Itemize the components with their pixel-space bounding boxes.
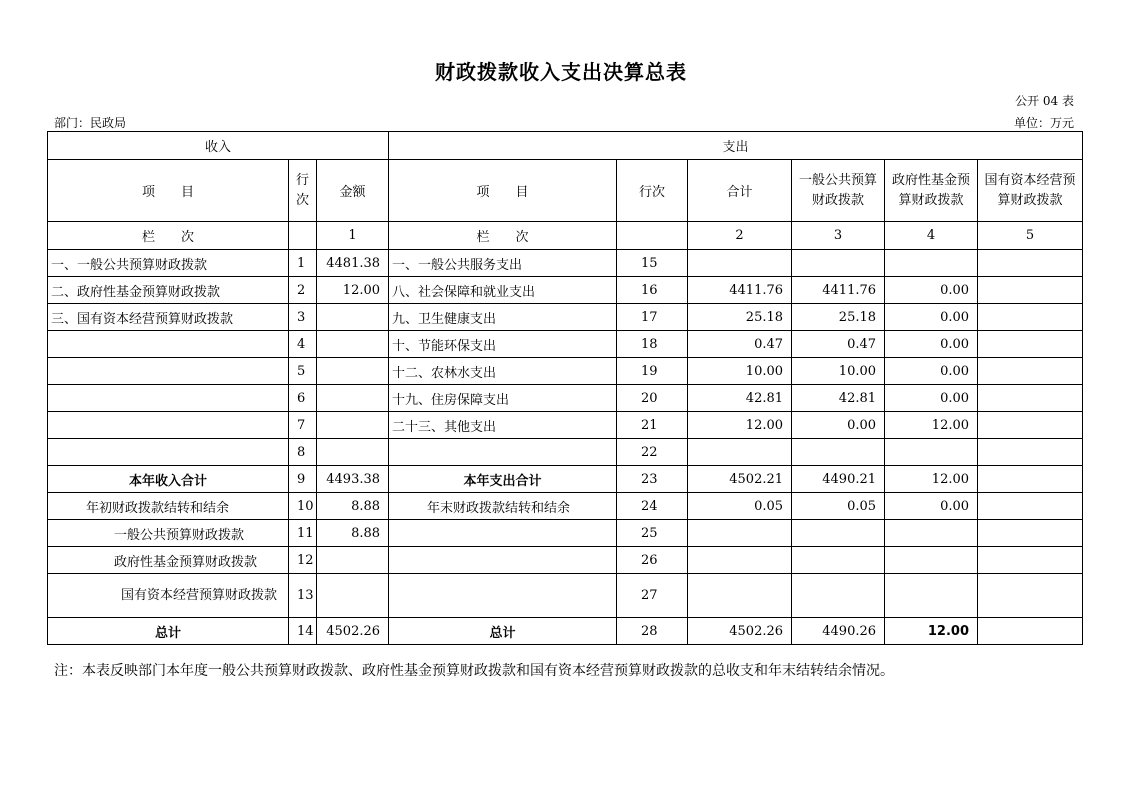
state-capital-cell — [978, 493, 1083, 520]
income-item-cell: 一般公共预算财政拨款 — [48, 520, 289, 547]
income-item-cell: 本年收入合计 — [48, 466, 289, 493]
general-budget-cell: 4411.76 — [792, 277, 885, 304]
general-budget-cell: 4490.21 — [792, 466, 885, 493]
fund-budget-cell: 0.00 — [885, 277, 978, 304]
income-row-no-cell: 11 — [289, 520, 317, 547]
income-amount-cell — [317, 574, 389, 618]
income-amount-cell — [317, 439, 389, 466]
expense-total-cell — [688, 520, 792, 547]
fund-budget-cell — [885, 520, 978, 547]
column-index-5: 5 — [978, 222, 1083, 250]
expense-item-header: 项 目 — [389, 160, 617, 222]
income-row-no-cell: 7 — [289, 412, 317, 439]
expense-item-cell: 一、一般公共服务支出 — [389, 250, 617, 277]
fund-budget-cell — [885, 250, 978, 277]
income-item-cell — [48, 331, 289, 358]
income-item-cell: 一、一般公共预算财政拨款 — [48, 250, 289, 277]
expense-row-no-header: 行次 — [617, 160, 688, 222]
table-row — [48, 574, 1083, 618]
income-row-no-cell: 1 — [289, 250, 317, 277]
income-row-no-cell: 3 — [289, 304, 317, 331]
income-item-cell: 二、政府性基金预算财政拨款 — [48, 277, 289, 304]
fund-budget-cell: 0.00 — [885, 358, 978, 385]
expense-row-no-cell: 28 — [617, 618, 688, 645]
income-item-cell: 国有资本经营预算财政拨款 — [48, 574, 289, 618]
income-item-header: 项 目 — [48, 160, 289, 222]
income-row-no-cell: 2 — [289, 277, 317, 304]
total-header: 合计 — [688, 160, 792, 222]
expense-total-cell: 42.81 — [688, 385, 792, 412]
state-capital-cell — [978, 466, 1083, 493]
state-capital-cell — [978, 412, 1083, 439]
form-number: 公开 04 表 — [1015, 94, 1074, 108]
expense-item-cell: 十二、农林水支出 — [389, 358, 617, 385]
income-row-no-cell: 13 — [289, 574, 317, 618]
general-budget-cell — [792, 520, 885, 547]
expense-row-no-cell: 17 — [617, 304, 688, 331]
fund-budget-cell — [885, 574, 978, 618]
expense-total-cell: 10.00 — [688, 358, 792, 385]
general-budget-cell: 4490.26 — [792, 618, 885, 645]
expense-item-cell: 本年支出合计 — [389, 466, 617, 493]
income-header: 收入 — [48, 132, 389, 160]
expense-row-no-cell: 20 — [617, 385, 688, 412]
footnote: 注：本表反映部门本年度一般公共预算财政拨款、政府性基金预算财政拨款和国有资本经营预算财政拨款的总收支和年末结转结余情况。 — [54, 663, 894, 679]
table-row — [48, 358, 1083, 385]
income-amount-cell: 4493.38 — [317, 466, 389, 493]
state-capital-cell — [978, 331, 1083, 358]
fund-budget-cell: 12.00 — [885, 466, 978, 493]
income-item-cell — [48, 358, 289, 385]
expense-row-no-cell: 19 — [617, 358, 688, 385]
fund-budget-cell: 12.00 — [885, 412, 978, 439]
fund-budget-cell: 0.00 — [885, 331, 978, 358]
income-amount-cell: 12.00 — [317, 277, 389, 304]
expense-total-cell: 0.47 — [688, 331, 792, 358]
state-capital-cell — [978, 547, 1083, 574]
income-row-no-cell: 10 — [289, 493, 317, 520]
state-capital-cell — [978, 439, 1083, 466]
expense-row-no-cell: 27 — [617, 574, 688, 618]
income-amount-cell: 8.88 — [317, 493, 389, 520]
general-budget-cell — [792, 439, 885, 466]
income-amount-cell — [317, 304, 389, 331]
expense-item-cell — [389, 574, 617, 618]
general-budget-cell: 0.00 — [792, 412, 885, 439]
column-index-blank — [289, 222, 317, 250]
income-row-no-cell: 14 — [289, 618, 317, 645]
income-row-no-cell: 6 — [289, 385, 317, 412]
expense-item-cell — [389, 547, 617, 574]
table-row — [48, 304, 1083, 331]
expense-total-cell — [688, 439, 792, 466]
expense-row-no-cell: 25 — [617, 520, 688, 547]
fund-budget-cell: 0.00 — [885, 304, 978, 331]
income-amount-cell — [317, 385, 389, 412]
table-row — [48, 547, 1083, 574]
table-row — [48, 439, 1083, 466]
expense-item-cell: 总计 — [389, 618, 617, 645]
state-capital-cell — [978, 385, 1083, 412]
general-budget-cell: 25.18 — [792, 304, 885, 331]
column-index-4: 4 — [885, 222, 978, 250]
fund-budget-cell: 0.00 — [885, 493, 978, 520]
expense-row-no-cell: 23 — [617, 466, 688, 493]
table-row — [48, 331, 1083, 358]
fund-budget-cell — [885, 439, 978, 466]
page-title: 财政拨款收入支出决算总表 — [435, 60, 687, 84]
unit-label: 单位：万元 — [1013, 116, 1074, 130]
expense-total-cell — [688, 250, 792, 277]
income-item-cell: 总计 — [48, 618, 289, 645]
state-capital-cell — [978, 520, 1083, 547]
table-row — [48, 618, 1083, 645]
budget-summary-table — [47, 131, 1083, 645]
column-index-label-expense: 栏 次 — [389, 222, 617, 250]
expense-row-no-cell: 15 — [617, 250, 688, 277]
income-amount-cell: 4502.26 — [317, 618, 389, 645]
fund-budget-cell: 12.00 — [885, 618, 978, 645]
expense-total-cell: 12.00 — [688, 412, 792, 439]
income-row-no-cell: 5 — [289, 358, 317, 385]
expense-header: 支出 — [389, 132, 1083, 160]
fund-budget-header: 政府性基金预算财政拨款 — [885, 160, 978, 222]
table-row — [48, 466, 1083, 493]
income-item-cell: 三、国有资本经营预算财政拨款 — [48, 304, 289, 331]
fund-budget-cell — [885, 547, 978, 574]
general-budget-cell — [792, 250, 885, 277]
department-label: 部门：民政局 — [54, 116, 127, 130]
income-amount-cell — [317, 331, 389, 358]
expense-total-cell: 4502.21 — [688, 466, 792, 493]
expense-row-no-cell: 22 — [617, 439, 688, 466]
expense-row-no-cell: 24 — [617, 493, 688, 520]
income-row-no-cell: 9 — [289, 466, 317, 493]
state-capital-cell — [978, 304, 1083, 331]
column-index-2: 2 — [688, 222, 792, 250]
expense-total-cell: 25.18 — [688, 304, 792, 331]
expense-item-cell — [389, 439, 617, 466]
income-row-no-cell: 8 — [289, 439, 317, 466]
expense-total-cell: 0.05 — [688, 493, 792, 520]
state-capital-cell — [978, 574, 1083, 618]
expense-item-cell: 十九、住房保障支出 — [389, 385, 617, 412]
general-budget-cell — [792, 547, 885, 574]
income-amount-cell: 4481.38 — [317, 250, 389, 277]
expense-item-cell — [389, 520, 617, 547]
state-capital-cell — [978, 277, 1083, 304]
income-item-cell — [48, 412, 289, 439]
column-index-blank — [617, 222, 688, 250]
state-capital-cell — [978, 618, 1083, 645]
general-budget-cell: 42.81 — [792, 385, 885, 412]
table-row — [48, 250, 1083, 277]
income-item-cell: 年初财政拨款结转和结余 — [48, 493, 289, 520]
expense-item-cell: 八、社会保障和就业支出 — [389, 277, 617, 304]
general-budget-cell: 0.05 — [792, 493, 885, 520]
general-budget-cell: 10.00 — [792, 358, 885, 385]
income-row-no-cell: 12 — [289, 547, 317, 574]
general-budget-header: 一般公共预算财政拨款 — [792, 160, 885, 222]
fund-budget-cell: 0.00 — [885, 385, 978, 412]
table-row — [48, 520, 1083, 547]
income-row-no-header: 行次 — [289, 160, 317, 222]
column-index-3: 3 — [792, 222, 885, 250]
amount-header: 金额 — [317, 160, 389, 222]
income-item-cell — [48, 439, 289, 466]
expense-total-cell: 4411.76 — [688, 277, 792, 304]
column-index-1: 1 — [317, 222, 389, 250]
income-amount-cell: 8.88 — [317, 520, 389, 547]
income-amount-cell — [317, 358, 389, 385]
expense-row-no-cell: 26 — [617, 547, 688, 574]
state-capital-cell — [978, 250, 1083, 277]
column-index-label: 栏 次 — [48, 222, 289, 250]
expense-total-cell — [688, 574, 792, 618]
general-budget-cell — [792, 574, 885, 618]
state-capital-header: 国有资本经营预算财政拨款 — [978, 160, 1083, 222]
table-row — [48, 493, 1083, 520]
expense-item-cell: 九、卫生健康支出 — [389, 304, 617, 331]
general-budget-cell: 0.47 — [792, 331, 885, 358]
expense-row-no-cell: 18 — [617, 331, 688, 358]
table-row — [48, 385, 1083, 412]
table-row — [48, 277, 1083, 304]
expense-row-no-cell: 16 — [617, 277, 688, 304]
state-capital-cell — [978, 358, 1083, 385]
income-amount-cell — [317, 547, 389, 574]
income-item-cell: 政府性基金预算财政拨款 — [48, 547, 289, 574]
expense-total-cell — [688, 547, 792, 574]
expense-row-no-cell: 21 — [617, 412, 688, 439]
expense-item-cell: 十、节能环保支出 — [389, 331, 617, 358]
table-row — [48, 412, 1083, 439]
income-row-no-cell: 4 — [289, 331, 317, 358]
income-item-cell — [48, 385, 289, 412]
expense-total-cell: 4502.26 — [688, 618, 792, 645]
income-amount-cell — [317, 412, 389, 439]
expense-item-cell: 二十三、其他支出 — [389, 412, 617, 439]
expense-item-cell: 年末财政拨款结转和结余 — [389, 493, 617, 520]
